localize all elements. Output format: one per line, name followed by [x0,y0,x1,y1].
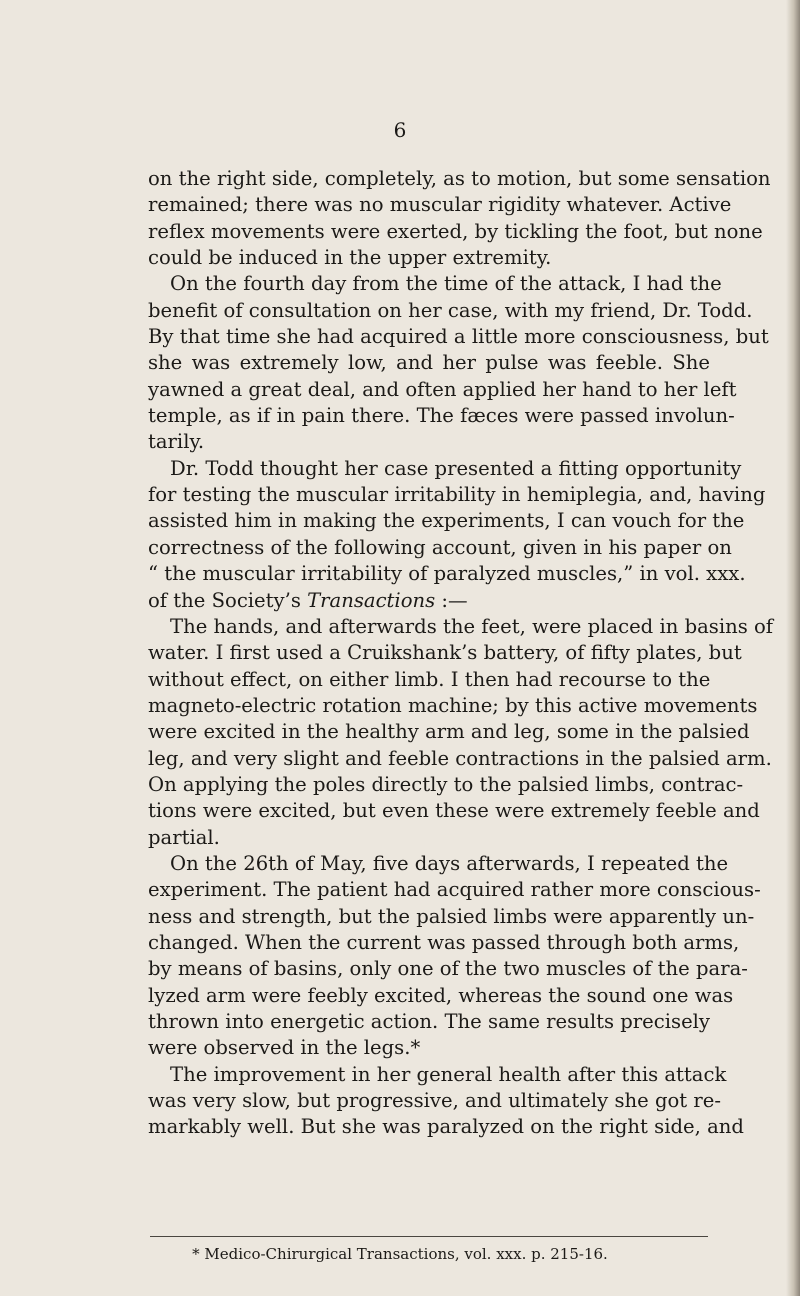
footnote: * Medico-Chirurgical Transactions, vol. xxx. p. 215-16. [192,1245,608,1263]
text-line: changed. When the current was passed through both arms, [148,930,740,954]
text-line: magneto-electric rotation machine; by this active movements [148,693,758,717]
text-line: was very slow, but progressive, and ultimately she got re- [148,1089,721,1113]
text-line: tarily. [148,430,205,454]
text-line: could be induced in the upper extremity. [148,246,552,270]
text-line: reflex movements were exerted, by tickling the foot, but none [148,219,763,243]
text-line: yawned a great deal, and often applied her hand to her left [148,377,737,401]
text-line: by means of basins, only one of the two muscles of the para- [148,957,748,981]
text-line: of the Society’s Transactions :— [148,588,468,612]
text-line: correctness of the following account, given in his paper on [148,535,732,559]
text-line: On the fourth day from the time of the attack, I had the [170,272,722,296]
text-line: “ the muscular irritability of paralyzed muscles,” in vol. xxx. [148,562,746,586]
text-line: benefit of consultation on her case, with my friend, Dr. Todd. [148,298,753,322]
text-line: Dr. Todd thought her case presented a fitting opportunity [170,456,742,480]
text-line: water. I first used a Cruikshank’s battery, of fifty plates, but [148,641,742,665]
text-line: On the 26th of May, five days afterwards, I repeated the [170,851,729,875]
text-line: lyzed arm were feebly excited, whereas the sound one was [148,983,734,1007]
text-line: By that time she had acquired a little more consciousness, but [148,325,769,349]
body-text [148,166,774,1141]
text-line: were excited in the healthy arm and leg, some in the palsied [148,720,750,744]
text-line: partial. [148,825,220,849]
text-line: for testing the muscular irritability in hemiplegia, and, having [148,483,766,507]
text-line: temple, as if in pain there. The fæces were passed involun- [148,404,735,428]
text-line: On applying the poles directly to the palsied limbs, contrac- [148,772,744,796]
text-line: without effect, on either limb. I then had recourse to the [148,667,711,691]
text-line: remained; there was no muscular rigidity whatever. Active [148,193,732,217]
text-line: tions were excited, but even these were extremely feeble and [148,799,760,823]
text-line: The improvement in her general health after this attack [170,1062,727,1086]
text-line: on the right side, completely, as to motion, but some sensation [148,167,771,190]
text-line: assisted him in making the experiments, I can vouch for the [148,509,745,533]
text-line: leg, and very slight and feeble contractions in the palsied arm. [148,746,772,770]
page-edge-shadow [786,0,800,1296]
footnote-rule [150,1236,708,1237]
text-line: she was extremely low, and her pulse was feeble. She [148,351,710,375]
text-line: were observed in the legs.* [148,1036,421,1060]
page-number: 6 [393,118,407,142]
text-line: ness and strength, but the palsied limbs were apparently un- [148,904,755,928]
text-line: experiment. The patient had acquired rather more conscious- [148,878,761,902]
italic-title: Transactions [307,588,436,612]
text-line: The hands, and afterwards the feet, were placed in basins of [170,614,774,638]
text-line: thrown into energetic action. The same results precisely [148,1010,710,1033]
text-line: markably well. But she was paralyzed on the right side, and [148,1115,744,1139]
